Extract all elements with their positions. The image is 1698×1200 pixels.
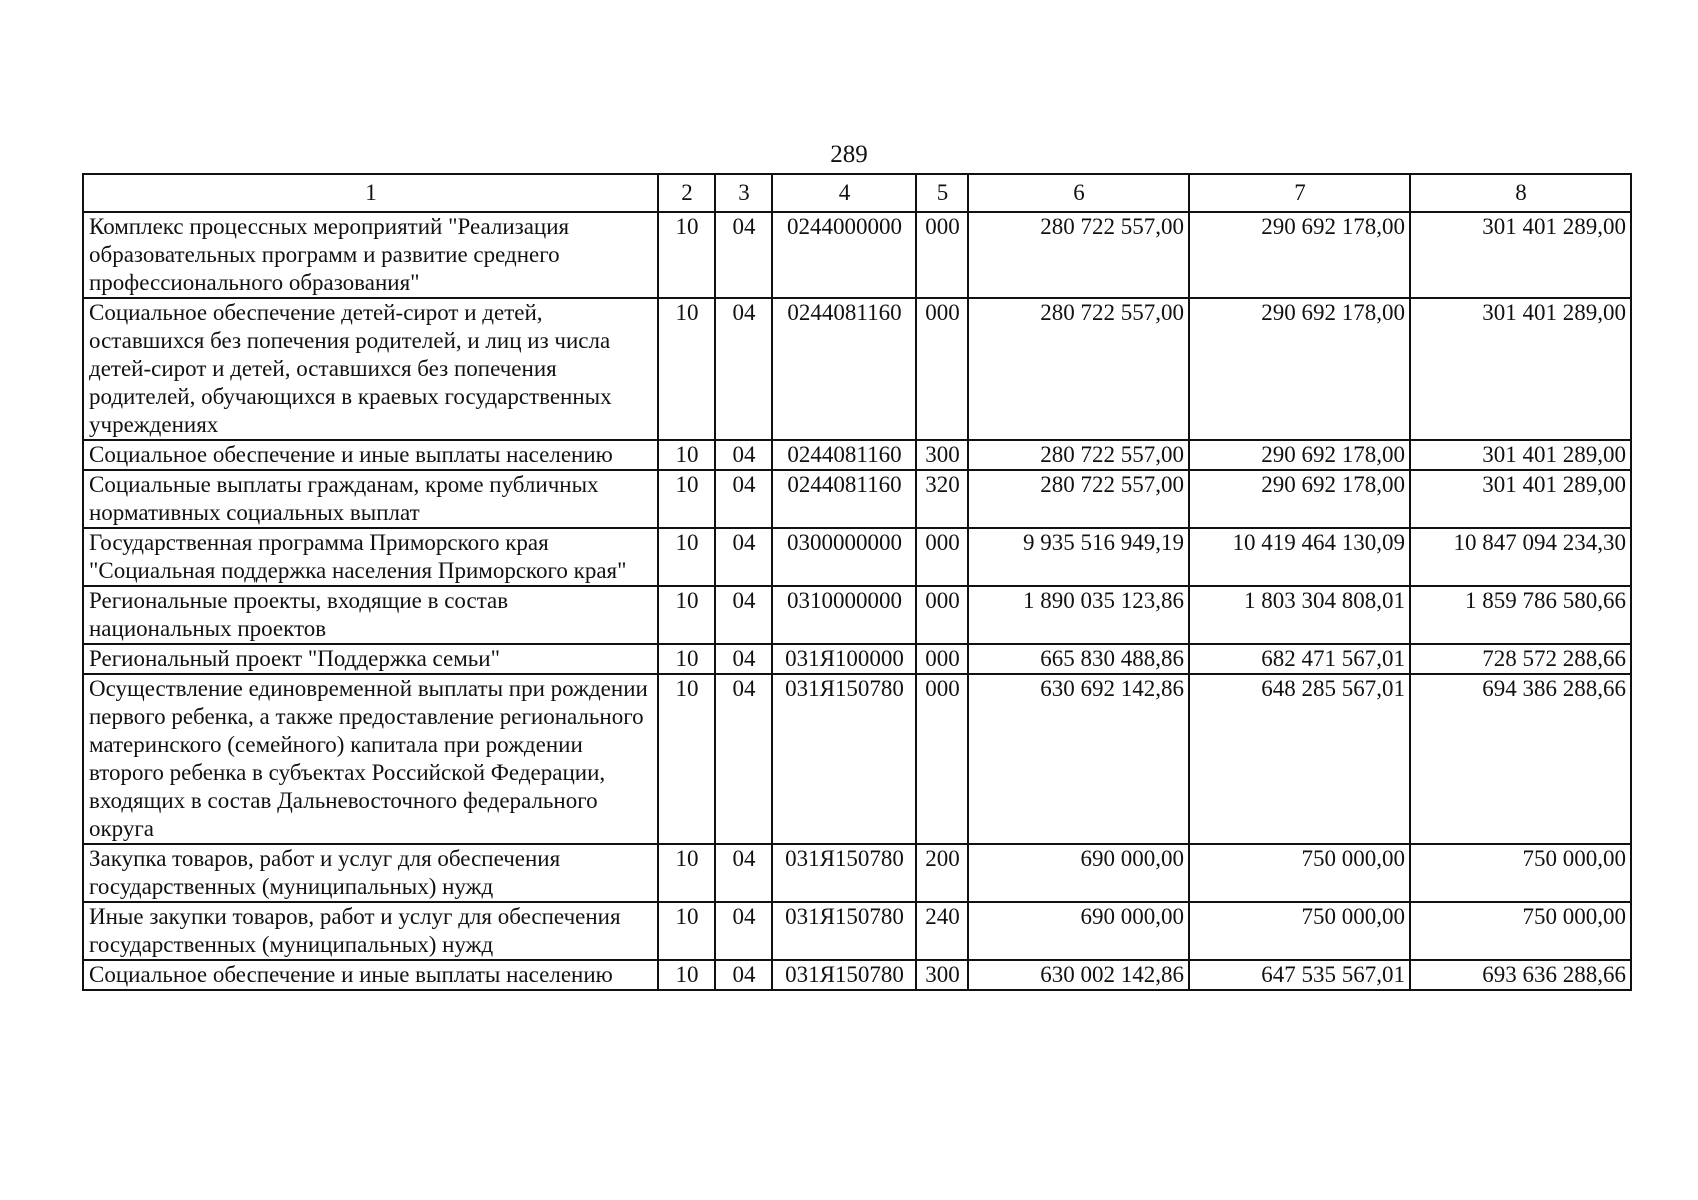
target-code: 031Я150780 (772, 960, 916, 990)
table-row (83, 902, 1631, 960)
header-cell: 4 (772, 174, 916, 212)
header-cell: 1 (83, 174, 658, 212)
target-code: 031Я150780 (772, 674, 916, 844)
amount-col-8: 301 401 289,00 (1410, 212, 1631, 298)
table-row (83, 586, 1631, 644)
target-code: 031Я150780 (772, 902, 916, 960)
amount-col-6: 630 692 142,86 (968, 674, 1189, 844)
amount-col-6: 280 722 557,00 (968, 212, 1189, 298)
table-row (83, 844, 1631, 902)
row-name: Социальное обеспечение детей-сирот и детей, оставшихся без попечения родителей, и лиц из числа детей-сирот и детей, оставшихся без попечения родителей, обучающихся в краевых государственных учреждениях (83, 298, 658, 440)
subsection-code: 04 (715, 440, 772, 470)
section-code: 10 (658, 674, 715, 844)
amount-col-7: 10 419 464 130,09 (1189, 528, 1410, 586)
subsection-code: 04 (715, 470, 772, 528)
row-name: Региональный проект "Поддержка семьи" (83, 644, 658, 674)
expense-type-code: 000 (916, 298, 968, 440)
table-row (83, 674, 1631, 844)
amount-col-6: 630 002 142,86 (968, 960, 1189, 990)
subsection-code: 04 (715, 674, 772, 844)
expense-type-code: 300 (916, 960, 968, 990)
amount-col-7: 647 535 567,01 (1189, 960, 1410, 990)
amount-col-8: 693 636 288,66 (1410, 960, 1631, 990)
amount-col-7: 1 803 304 808,01 (1189, 586, 1410, 644)
amount-col-7: 750 000,00 (1189, 902, 1410, 960)
amount-col-7: 290 692 178,00 (1189, 212, 1410, 298)
row-name: Региональные проекты, входящие в состав национальных проектов (83, 586, 658, 644)
row-name: Государственная программа Приморского края "Социальная поддержка населения Приморского края" (83, 528, 658, 586)
budget-table (82, 173, 1632, 991)
header-cell: 8 (1410, 174, 1631, 212)
section-code: 10 (658, 960, 715, 990)
section-code: 10 (658, 902, 715, 960)
row-name: Комплекс процессных мероприятий "Реализация образовательных программ и развитие среднего профессионального образования" (83, 212, 658, 298)
table-row (83, 644, 1631, 674)
header-cell: 2 (658, 174, 715, 212)
section-code: 10 (658, 586, 715, 644)
section-code: 10 (658, 212, 715, 298)
row-name: Социальное обеспечение и иные выплаты населению (83, 960, 658, 990)
amount-col-6: 280 722 557,00 (968, 440, 1189, 470)
amount-col-8: 301 401 289,00 (1410, 470, 1631, 528)
section-code: 10 (658, 298, 715, 440)
header-cell: 6 (968, 174, 1189, 212)
amount-col-8: 728 572 288,66 (1410, 644, 1631, 674)
subsection-code: 04 (715, 298, 772, 440)
expense-type-code: 320 (916, 470, 968, 528)
amount-col-7: 290 692 178,00 (1189, 298, 1410, 440)
amount-col-8: 750 000,00 (1410, 844, 1631, 902)
expense-type-code: 000 (916, 528, 968, 586)
table-row (83, 470, 1631, 528)
table-row (83, 298, 1631, 440)
amount-col-7: 750 000,00 (1189, 844, 1410, 902)
expense-type-code: 000 (916, 586, 968, 644)
expense-type-code: 000 (916, 674, 968, 844)
page-number: 289 (830, 141, 868, 168)
expense-type-code: 300 (916, 440, 968, 470)
section-code: 10 (658, 528, 715, 586)
amount-col-6: 280 722 557,00 (968, 298, 1189, 440)
section-code: 10 (658, 644, 715, 674)
table-row (83, 212, 1631, 298)
target-code: 0244000000 (772, 212, 916, 298)
section-code: 10 (658, 440, 715, 470)
target-code: 0300000000 (772, 528, 916, 586)
amount-col-6: 1 890 035 123,86 (968, 586, 1189, 644)
expense-type-code: 240 (916, 902, 968, 960)
subsection-code: 04 (715, 212, 772, 298)
amount-col-6: 9 935 516 949,19 (968, 528, 1189, 586)
amount-col-8: 1 859 786 580,66 (1410, 586, 1631, 644)
target-code: 031Я100000 (772, 644, 916, 674)
amount-col-7: 290 692 178,00 (1189, 440, 1410, 470)
amount-col-8: 301 401 289,00 (1410, 440, 1631, 470)
table-header-row (83, 174, 1631, 212)
subsection-code: 04 (715, 528, 772, 586)
expense-type-code: 000 (916, 644, 968, 674)
table-body (83, 212, 1631, 990)
row-name: Социальное обеспечение и иные выплаты населению (83, 440, 658, 470)
target-code: 0310000000 (772, 586, 916, 644)
subsection-code: 04 (715, 844, 772, 902)
target-code: 031Я150780 (772, 844, 916, 902)
row-name: Социальные выплаты гражданам, кроме публичных нормативных социальных выплат (83, 470, 658, 528)
row-name: Закупка товаров, работ и услуг для обеспечения государственных (муниципальных) нужд (83, 844, 658, 902)
amount-col-8: 10 847 094 234,30 (1410, 528, 1631, 586)
expense-type-code: 000 (916, 212, 968, 298)
amount-col-6: 280 722 557,00 (968, 470, 1189, 528)
header-cell: 7 (1189, 174, 1410, 212)
section-code: 10 (658, 470, 715, 528)
section-code: 10 (658, 844, 715, 902)
header-cell: 5 (916, 174, 968, 212)
amount-col-7: 648 285 567,01 (1189, 674, 1410, 844)
subsection-code: 04 (715, 586, 772, 644)
amount-col-6: 690 000,00 (968, 844, 1189, 902)
amount-col-6: 690 000,00 (968, 902, 1189, 960)
subsection-code: 04 (715, 644, 772, 674)
table-row (83, 440, 1631, 470)
target-code: 0244081160 (772, 470, 916, 528)
amount-col-7: 682 471 567,01 (1189, 644, 1410, 674)
amount-col-7: 290 692 178,00 (1189, 470, 1410, 528)
table-row (83, 528, 1631, 586)
header-cell: 3 (715, 174, 772, 212)
table-row (83, 960, 1631, 990)
row-name: Иные закупки товаров, работ и услуг для обеспечения государственных (муниципальных) нужд (83, 902, 658, 960)
subsection-code: 04 (715, 960, 772, 990)
row-name: Осуществление единовременной выплаты при рождении первого ребенка, а также предоставление регионального материнского (семейного) капитала при рождении второго ребенка в субъектах Российской Федерации, входящих в состав Дальневосточного федерального округа (83, 674, 658, 844)
amount-col-8: 301 401 289,00 (1410, 298, 1631, 440)
target-code: 0244081160 (772, 298, 916, 440)
target-code: 0244081160 (772, 440, 916, 470)
amount-col-8: 694 386 288,66 (1410, 674, 1631, 844)
expense-type-code: 200 (916, 844, 968, 902)
amount-col-8: 750 000,00 (1410, 902, 1631, 960)
amount-col-6: 665 830 488,86 (968, 644, 1189, 674)
subsection-code: 04 (715, 902, 772, 960)
